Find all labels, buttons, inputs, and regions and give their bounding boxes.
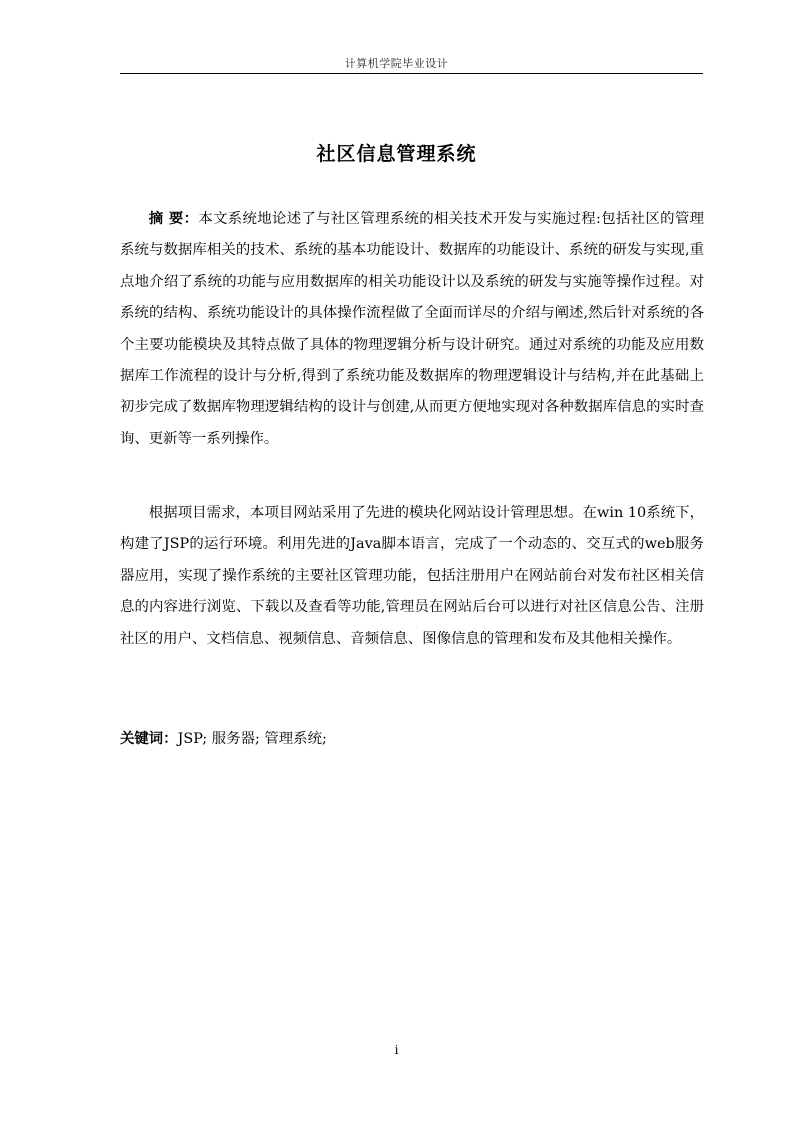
keywords-label: 关键词： — [120, 731, 178, 747]
keywords-text: JSP; 服务器; 管理系统; — [177, 731, 327, 747]
abstract-text: 本文系统地论述了与社区管理系统的相关技术开发与实施过程:包括社区的管理系统与数据库相关的技术、系统的基本功能设计、数据库的功能设计、系统的研发与实现,重点地介绍了系统的功能与应用数据库的相关功能设计以及系统的研发与实施等操作过程。对系统的结构、系统功能设计的具体操作流程做了全面而详尽的介绍与阐述,然后针对系统的各个主要功能模块及其特点做了具体的物理逻辑分析与设计研究。通过对系统的功能及应用数据库工作流程的设计与分析,得到了系统功能及数据库的物理逻辑设计与结构,并在此基础上初步完成了数据库物理逻辑结构的设计与创建,从而更方便地实现对各种数据库信息的实时查询、更新等一系列操作。 — [120, 211, 704, 447]
page-header: 计算机学院毕业设计 — [344, 57, 449, 70]
abstract-label: 摘 要： — [148, 211, 199, 227]
page-number: i — [394, 1043, 399, 1057]
document-title: 社区信息管理系统 — [316, 143, 477, 165]
header-divider — [120, 73, 703, 74]
keywords-line — [120, 725, 327, 753]
project-paragraph: 根据项目需求，本项目网站采用了先进的模块化网站设计管理思想。在win 10系统下，构建了JSP的运行环境。利用先进的Java脚本语言，完成了一个动态的、交互式的web服务器应用，实现了操作系统的主要社区管理功能，包括注册用户在网站前台对发布社区相关信息的内容进行浏览、下载以及查看等功能,管理员在网站后台可以进行对社区信息公告、注册社区的用户、文档信息、视频信息、音频信息、图像信息的管理和发布及其他相关操作。 — [120, 505, 704, 647]
abstract-paragraph — [120, 204, 704, 455]
